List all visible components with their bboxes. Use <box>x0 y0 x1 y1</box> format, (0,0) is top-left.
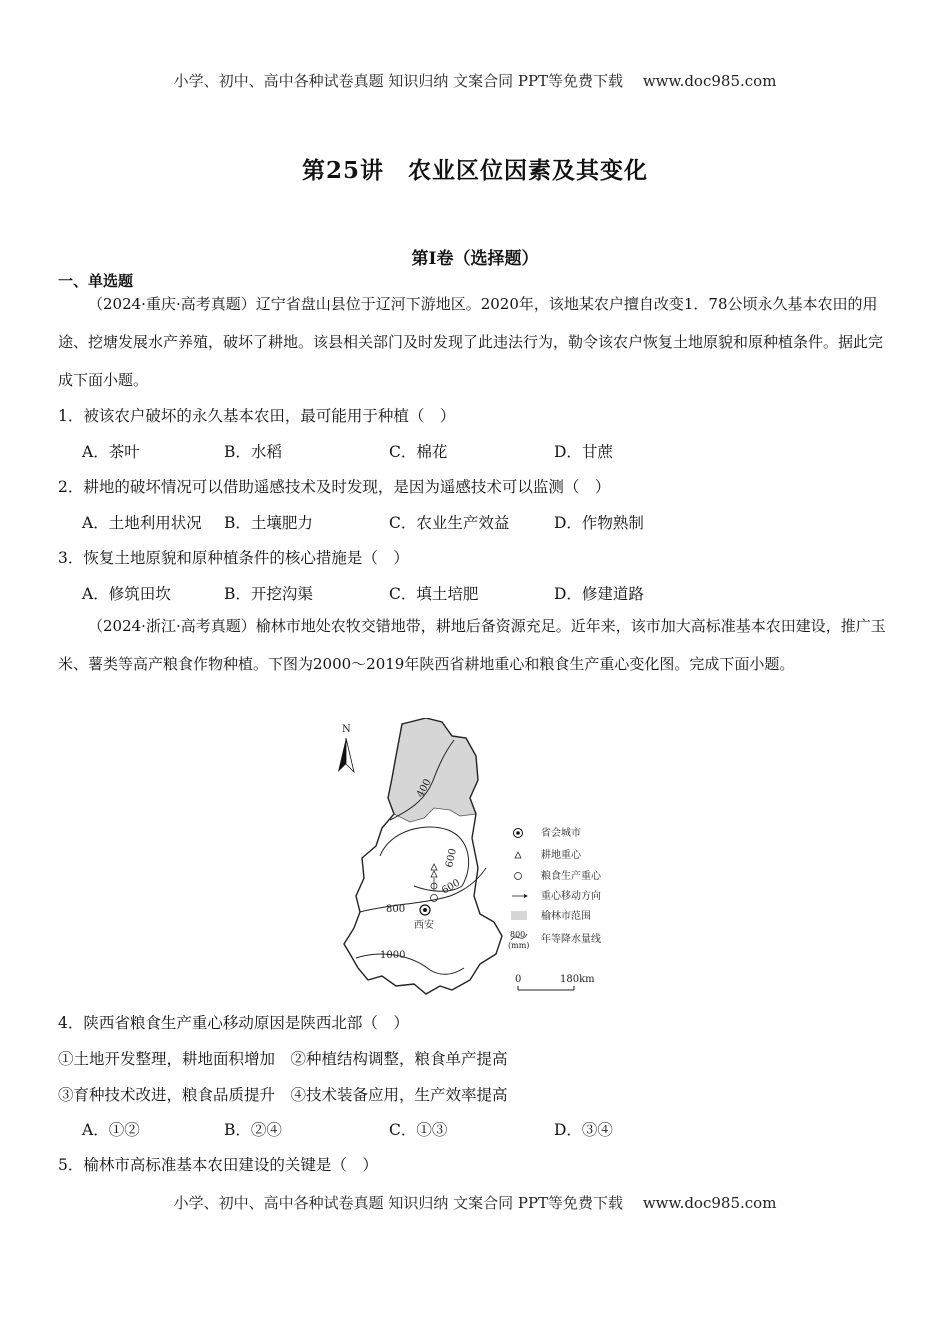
question-4-stem: 4．陕西省粮食生产重心移动原因是陕西北部（ ） <box>58 1014 409 1032</box>
q2-option-a: A．土地利用状况 <box>82 514 202 532</box>
legend-yulin: 榆林市范围 <box>541 911 591 922</box>
question-4-statements-2: ③育种技术改进，粮食品质提升 ④技术装备应用，生产效率提高 <box>58 1086 508 1104</box>
page-header: 小学、初中、高中各种试卷真题 知识归纳 文案合同 PPT等免费下载 www.doc985.com <box>173 72 777 90</box>
question-4-options <box>82 1118 613 1140</box>
q1-option-b: B．水稻 <box>224 443 282 461</box>
q3-option-a: A．修筑田坎 <box>82 585 171 603</box>
isohyet-600-label-a: 600 <box>444 847 459 869</box>
q4-option-c: C．①③ <box>389 1121 448 1139</box>
q1-option-c: C．棉花 <box>389 443 448 461</box>
scale-zero: 0 <box>515 974 522 985</box>
north-arrow <box>338 724 354 772</box>
intro-paragraph-1: （2024·重庆·高考真题）辽宁省盘山县位于辽河下游地区。2020年，该地某农户擅自改变1．78公顷永久基本农田的用途、挖塘发展水产养殖，破坏了耕地。该县相关部门及时发现了此违法行为，勒令该农户恢复土地原貌和原种植条件。据此完成下面小题。 <box>58 295 884 389</box>
section-heading: 一、单选题 <box>58 272 134 290</box>
section-subtitle: 第I卷（选择题） <box>411 249 539 269</box>
q4-option-b: B．②④ <box>224 1121 282 1139</box>
question-5-stem: 5．榆林市高标准基本农田建设的关键是（ ） <box>58 1156 378 1174</box>
legend-isohyet: 年等降水量线 <box>541 934 601 945</box>
question-4-statements-1: ①土地开发整理，耕地面积增加 ②种植结构调整，粮食单产提高 <box>58 1050 508 1068</box>
question-2-options <box>82 511 644 533</box>
q3-option-b: B．开挖沟渠 <box>224 585 313 603</box>
q2-option-b: B．土壤肥力 <box>224 514 313 532</box>
legend-iso-value: 800 <box>510 930 526 939</box>
map-legend <box>508 826 602 950</box>
isohyet-800-label: 800 <box>386 904 406 915</box>
q3-option-d: D．修建道路 <box>554 585 644 603</box>
q2-option-c: C．农业生产效益 <box>389 514 510 532</box>
cropland-centroid-marks <box>431 864 437 890</box>
question-1-stem: 1．被该农户破坏的永久基本农田，最可能用于种植（ ） <box>58 407 456 425</box>
question-2-stem: 2．耕地的破坏情况可以借助遥感技术及时发现，是因为遥感技术可以监测（ ） <box>58 478 611 496</box>
q1-option-d: D．甘蔗 <box>554 443 613 461</box>
yulin-area <box>388 718 478 822</box>
legend-move-direction: 重心移动方向 <box>541 891 601 902</box>
legend-iso-unit: (mm) <box>508 941 530 950</box>
q2-option-d: D．作物熟制 <box>554 514 644 532</box>
isohyet-600-label-b: 600 <box>440 877 463 897</box>
intro-paragraph-2: （2024·浙江·高考真题）榆林市地处农牧交错地带，耕地后备资源充足。近年来，该市加大高标准基本农田建设，推广玉米、薯类等高产粮食作物种植。下图为2000～2019年陕西省耕地重心和粮食生产重心变化图。完成下面小题。 <box>58 617 886 673</box>
legend-cropland-centroid: 耕地重心 <box>541 850 581 861</box>
q4-option-d: D．③④ <box>554 1121 613 1139</box>
question-3-options <box>82 582 644 604</box>
north-label: N <box>342 724 351 735</box>
question-1-options <box>82 440 613 462</box>
shaanxi-map-figure <box>330 718 630 1003</box>
page-footer: 小学、初中、高中各种试卷真题 知识归纳 文案合同 PPT等免费下载 www.doc985.com <box>173 1194 777 1212</box>
isohyet-1000 <box>356 954 464 974</box>
q1-option-a: A．茶叶 <box>82 443 140 461</box>
scale-label: 180km <box>560 974 595 985</box>
question-3-stem: 3．恢复土地原貌和原种植条件的核心措施是（ ） <box>58 549 409 567</box>
q3-option-c: C．填土培肥 <box>389 585 479 603</box>
scale-bar <box>515 974 595 990</box>
page-title: 第25讲 农业区位因素及其变化 <box>301 157 648 184</box>
isohyet-1000-label: 1000 <box>380 950 406 961</box>
isohyet-400-label: 400 <box>414 777 434 800</box>
q4-option-a: A．①② <box>82 1121 140 1139</box>
legend-capital: 省会城市 <box>541 828 581 839</box>
legend-grain-centroid: 粮食生产重心 <box>541 871 601 882</box>
xian-label: 西安 <box>414 920 434 931</box>
